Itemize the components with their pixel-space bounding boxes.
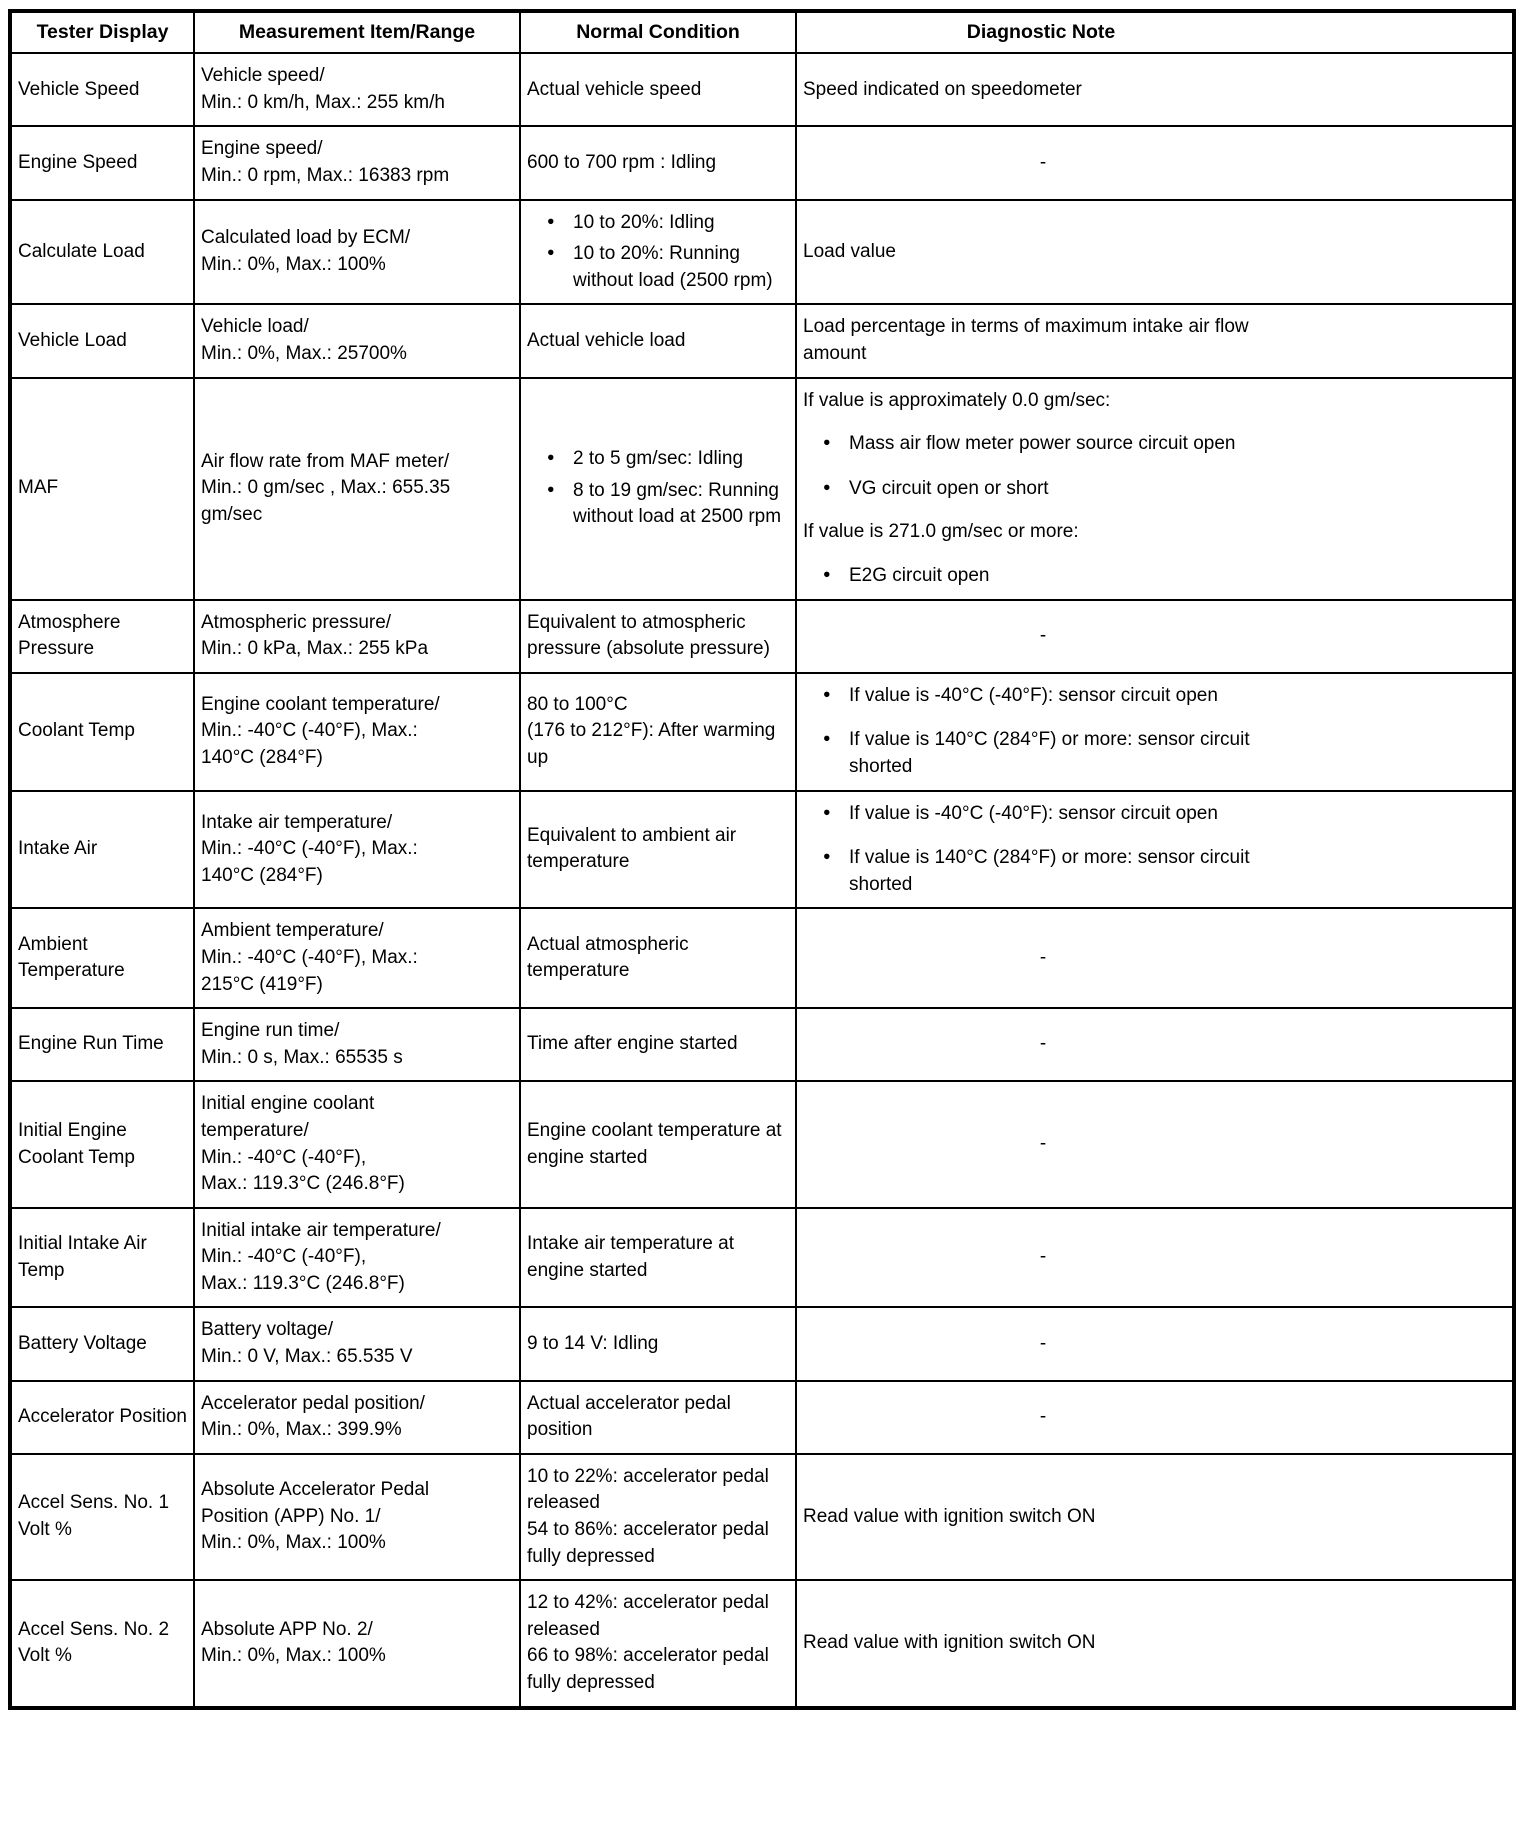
table-body <box>10 53 1514 1707</box>
text-line: Engine Run Time <box>18 1033 164 1055</box>
text-line: 215°C (419°F) <box>201 973 323 995</box>
table-row <box>10 126 1514 199</box>
cell-diagnostic-note <box>796 304 1514 377</box>
cell-measurement-item-range <box>194 126 520 199</box>
cell-measurement-item-range <box>194 304 520 377</box>
bullet-icon: ● <box>823 435 831 450</box>
text-line: Vehicle Load <box>18 329 127 351</box>
bullet-text: If value is 140°C (284°F) or more: sensor circuit shorted <box>849 847 1250 895</box>
text-line: Min.: 0%, Max.: 25700% <box>201 343 407 365</box>
bullet-list <box>803 563 1506 590</box>
bullet-list <box>803 683 1506 781</box>
text-line: 12 to 42%: accelerator pedal released <box>527 1592 769 1640</box>
empty-note-dash: - <box>1039 1246 1047 1268</box>
text-line: Engine coolant temperature at engine started <box>527 1119 782 1168</box>
text-line: Min.: 0 rpm, Max.: 16383 rpm <box>201 165 450 187</box>
empty-note-dash: - <box>1039 151 1047 173</box>
text-line: Min.: 0 V, Max.: 65.535 V <box>201 1346 413 1368</box>
cell-normal-condition <box>520 1580 796 1707</box>
text-line: Max.: 119.3°C (246.8°F) <box>201 1173 405 1195</box>
text-line: Accelerator pedal position/ <box>201 1392 425 1414</box>
text-block <box>18 150 187 177</box>
text-block <box>527 1118 789 1171</box>
bullet-icon: ● <box>547 450 555 465</box>
text-line: Min.: 0%, Max.: 100% <box>201 1532 386 1554</box>
text-block <box>201 1317 513 1370</box>
cell-measurement-item-range <box>194 1580 520 1707</box>
text-line: Min.: -40°C (-40°F), Max.: <box>201 946 418 968</box>
bullet-text: If value is 140°C (284°F) or more: sensor circuit shorted <box>849 729 1250 777</box>
text-line: Equivalent to ambient air temperature <box>527 824 737 873</box>
text-line: Vehicle load/ <box>201 316 309 338</box>
text-line: Min.: 0%, Max.: 399.9% <box>201 1419 402 1441</box>
text-line: Absolute APP No. 2/ <box>201 1618 373 1640</box>
text-line: (176 to 212°F): After warming up <box>527 720 776 768</box>
text-block <box>527 823 789 876</box>
text-line: Engine run time/ <box>201 1020 340 1042</box>
cell-tester-display <box>10 791 194 909</box>
text-block <box>201 610 513 663</box>
text-line: 10 to 22%: accelerator pedal released <box>527 1465 769 1514</box>
cell-tester-display <box>10 1008 194 1081</box>
table-row <box>10 378 1514 600</box>
text-block <box>201 810 513 890</box>
cell-normal-condition <box>520 600 796 673</box>
text-block <box>527 1231 789 1284</box>
cell-tester-display <box>10 600 194 673</box>
bullet-item <box>803 563 1303 590</box>
cell-tester-display <box>10 1454 194 1580</box>
bullet-list <box>803 801 1506 899</box>
text-block <box>803 1504 1506 1531</box>
text-line: 600 to 700 rpm : Idling <box>527 151 717 173</box>
text-line: Intake air temperature at engine started <box>527 1233 734 1281</box>
text-block <box>803 1630 1506 1657</box>
bullet-text: If value is -40°C (-40°F): sensor circuit open <box>849 684 1218 706</box>
text-line: Engine Speed <box>18 151 138 173</box>
table-row <box>10 673 1514 791</box>
bullet-icon: ● <box>823 479 831 494</box>
text-line: Battery Voltage <box>18 1332 147 1354</box>
cell-measurement-item-range <box>194 1081 520 1207</box>
cell-measurement-item-range <box>194 1454 520 1580</box>
table-row <box>10 53 1514 126</box>
empty-note-dash: - <box>1039 1033 1047 1055</box>
text-line: Calculated load by ECM/ <box>201 227 411 249</box>
text-line: If value is 271.0 gm/sec or more: <box>803 521 1079 543</box>
cell-tester-display <box>10 1208 194 1308</box>
bullet-text: 8 to 19 gm/sec: Running without load at 2500 rpm <box>573 479 782 528</box>
header-measurement-item-range: Measurement Item/Range <box>194 11 520 53</box>
text-line: Calculate Load <box>18 240 145 262</box>
text-line: Actual accelerator pedal position <box>527 1392 731 1441</box>
cell-tester-display <box>10 53 194 126</box>
text-line: 140°C (284°F) <box>201 746 323 768</box>
table-row <box>10 908 1514 1008</box>
text-line: Max.: 119.3°C (246.8°F) <box>201 1272 405 1294</box>
text-line: Absolute Accelerator Pedal <box>201 1479 430 1501</box>
text-line: Initial engine coolant <box>201 1093 375 1115</box>
bullet-text: 10 to 20%: Idling <box>573 211 715 233</box>
text-block <box>527 77 789 104</box>
text-line: Initial Intake Air Temp <box>18 1233 147 1281</box>
text-line: Vehicle speed/ <box>201 65 325 87</box>
text-block <box>527 1031 789 1058</box>
text-line: Min.: 0%, Max.: 100% <box>201 254 386 276</box>
cell-tester-display <box>10 126 194 199</box>
text-block <box>18 718 187 745</box>
table-row <box>10 600 1514 673</box>
cell-tester-display <box>10 908 194 1008</box>
table-row <box>10 1208 1514 1308</box>
bullet-text: If value is -40°C (-40°F): sensor circuit open <box>849 802 1218 824</box>
table-row <box>10 200 1514 305</box>
cell-diagnostic-note <box>796 1381 1514 1454</box>
text-line: Min.: 0 s, Max.: 65535 s <box>201 1046 403 1068</box>
text-line: 80 to 100°C <box>527 693 628 715</box>
text-block <box>527 328 789 355</box>
bullet-item <box>803 801 1303 828</box>
text-block <box>18 1490 187 1543</box>
text-line: Read value with ignition switch ON <box>803 1632 1096 1654</box>
cell-tester-display <box>10 1081 194 1207</box>
text-line: 140°C (284°F) <box>201 864 323 886</box>
text-line: Air flow rate from MAF meter/ <box>201 450 450 472</box>
text-block <box>201 449 513 529</box>
text-block <box>527 1590 789 1696</box>
bullet-icon: ● <box>823 849 831 864</box>
cell-diagnostic-note <box>796 791 1514 909</box>
text-line: If value is approximately 0.0 gm/sec: <box>803 389 1111 411</box>
bullet-text: E2G circuit open <box>849 565 990 587</box>
bullet-item <box>803 845 1303 898</box>
bullet-icon: ● <box>823 804 831 819</box>
text-block <box>18 610 187 663</box>
cell-measurement-item-range <box>194 600 520 673</box>
cell-normal-condition <box>520 1381 796 1454</box>
text-block <box>527 932 789 985</box>
cell-normal-condition <box>520 1008 796 1081</box>
empty-note-dash: - <box>1039 1405 1047 1427</box>
text-line: Atmospheric pressure/ <box>201 611 392 633</box>
text-block <box>18 1617 187 1670</box>
cell-normal-condition <box>520 1081 796 1207</box>
text-block <box>803 388 1506 415</box>
bullet-icon: ● <box>823 567 831 582</box>
cell-diagnostic-note <box>796 1454 1514 1580</box>
text-block <box>201 1477 513 1557</box>
text-block <box>201 63 513 116</box>
bullet-item <box>527 241 789 294</box>
cell-diagnostic-note <box>796 1008 1514 1081</box>
cell-normal-condition <box>520 1307 796 1380</box>
cell-tester-display <box>10 1307 194 1380</box>
cell-measurement-item-range <box>194 53 520 126</box>
table-row <box>10 1580 1514 1707</box>
bullet-icon: ● <box>547 481 555 496</box>
text-block <box>527 610 789 663</box>
table-row <box>10 791 1514 909</box>
text-block <box>18 328 187 355</box>
cell-normal-condition <box>520 1208 796 1308</box>
bullet-icon: ● <box>547 213 555 228</box>
header-normal-condition: Normal Condition <box>520 11 796 53</box>
table-row <box>10 1307 1514 1380</box>
empty-note-dash: - <box>1039 1332 1047 1354</box>
cell-tester-display <box>10 378 194 600</box>
bullet-item <box>527 478 789 531</box>
cell-measurement-item-range <box>194 1307 520 1380</box>
cell-normal-condition <box>520 1454 796 1580</box>
table-row <box>10 1454 1514 1580</box>
bullet-icon: ● <box>547 245 555 260</box>
text-line: Min.: -40°C (-40°F), Max.: <box>201 720 418 742</box>
text-line: Accel Sens. No. 1 Volt % <box>18 1492 170 1541</box>
table-row <box>10 304 1514 377</box>
cell-normal-condition <box>520 908 796 1008</box>
text-line: Battery voltage/ <box>201 1319 334 1341</box>
text-block <box>18 1404 187 1431</box>
bullet-item <box>527 210 789 237</box>
text-block <box>527 1391 789 1444</box>
cell-measurement-item-range <box>194 908 520 1008</box>
bullet-item <box>803 727 1303 780</box>
cell-diagnostic-note <box>796 200 1514 305</box>
text-block <box>18 475 187 502</box>
text-line: 9 to 14 V: Idling <box>527 1332 659 1354</box>
text-block <box>201 1218 513 1298</box>
text-line: 54 to 86%: accelerator pedal fully depressed <box>527 1519 769 1567</box>
text-line: Coolant Temp <box>18 720 135 742</box>
cell-measurement-item-range <box>194 1008 520 1081</box>
text-line: Intake Air <box>18 838 98 860</box>
text-line: MAF <box>18 477 59 499</box>
cell-diagnostic-note <box>796 126 1514 199</box>
bullet-icon: ● <box>823 686 831 701</box>
text-block <box>527 1331 789 1358</box>
cell-diagnostic-note <box>796 1208 1514 1308</box>
text-block <box>803 239 1506 266</box>
cell-tester-display <box>10 1580 194 1707</box>
cell-tester-display <box>10 200 194 305</box>
text-block <box>201 692 513 772</box>
text-block <box>201 314 513 367</box>
text-line: Min.: -40°C (-40°F), <box>201 1146 367 1168</box>
text-line: Position (APP) No. 1/ <box>201 1505 381 1527</box>
bullet-list <box>527 210 789 295</box>
text-line: Vehicle Speed <box>18 78 140 100</box>
empty-note-dash: - <box>1039 624 1047 646</box>
text-line: Accel Sens. No. 2 Volt % <box>18 1618 170 1667</box>
text-block <box>201 225 513 278</box>
bullet-list <box>803 431 1506 502</box>
header-tester-display: Tester Display <box>10 11 194 53</box>
text-line: Min.: 0%, Max.: 100% <box>201 1645 386 1667</box>
text-block <box>201 1391 513 1444</box>
bullet-item <box>803 683 1303 710</box>
text-line: 66 to 98%: accelerator pedal fully depressed <box>527 1645 769 1694</box>
text-line: Ambient temperature/ <box>201 920 384 942</box>
cell-measurement-item-range <box>194 1208 520 1308</box>
text-block <box>527 692 789 772</box>
text-line: Accelerator Position <box>18 1405 187 1427</box>
text-line: Read value with ignition switch ON <box>803 1505 1096 1527</box>
text-block <box>527 1464 789 1570</box>
text-line: Engine coolant temperature/ <box>201 693 440 715</box>
text-line: Min.: 0 km/h, Max.: 255 km/h <box>201 91 445 113</box>
text-line: Atmosphere Pressure <box>18 611 121 660</box>
text-line: Load value <box>803 240 896 262</box>
cell-diagnostic-note <box>796 1081 1514 1207</box>
cell-normal-condition <box>520 126 796 199</box>
text-block <box>18 836 187 863</box>
cell-measurement-item-range <box>194 200 520 305</box>
text-block <box>18 932 187 985</box>
text-line: Initial intake air temperature/ <box>201 1219 441 1241</box>
table-row <box>10 1381 1514 1454</box>
text-block <box>527 150 789 177</box>
cell-measurement-item-range <box>194 791 520 909</box>
cell-diagnostic-note <box>796 908 1514 1008</box>
cell-normal-condition <box>520 791 796 909</box>
bullet-item <box>803 476 1303 503</box>
cell-diagnostic-note <box>796 1580 1514 1707</box>
cell-diagnostic-note <box>796 600 1514 673</box>
text-line: Equivalent to atmospheric pressure (absolute pressure) <box>527 611 770 660</box>
text-block <box>18 1231 187 1284</box>
text-line: Actual vehicle speed <box>527 78 702 100</box>
cell-normal-condition <box>520 200 796 305</box>
bullet-text: VG circuit open or short <box>849 477 1049 499</box>
table-header-row <box>10 11 1514 53</box>
cell-normal-condition <box>520 53 796 126</box>
table-row <box>10 1081 1514 1207</box>
bullet-icon: ● <box>823 731 831 746</box>
text-block <box>201 1091 513 1197</box>
cell-measurement-item-range <box>194 1381 520 1454</box>
cell-tester-display <box>10 1381 194 1454</box>
text-line: Load percentage in terms of maximum intake air flow amount <box>803 316 1249 365</box>
text-block <box>18 1331 187 1358</box>
text-line: Min.: -40°C (-40°F), <box>201 1246 367 1268</box>
cell-diagnostic-note <box>796 1307 1514 1380</box>
text-line: Ambient Temperature <box>18 933 125 982</box>
cell-tester-display <box>10 304 194 377</box>
bullet-item <box>803 431 1303 458</box>
text-line: Speed indicated on speedometer <box>803 78 1082 100</box>
diagnostic-data-table <box>8 9 1516 1710</box>
cell-diagnostic-note <box>796 53 1514 126</box>
header-diagnostic-note <box>796 11 1514 53</box>
text-block <box>201 136 513 189</box>
text-line: Engine speed/ <box>201 138 323 160</box>
header-diagnostic-note-label: Diagnostic Note <box>966 21 1116 43</box>
bullet-item <box>527 446 789 473</box>
text-block <box>803 519 1506 546</box>
bullet-list <box>527 446 789 531</box>
text-block <box>803 77 1506 104</box>
cell-normal-condition <box>520 304 796 377</box>
text-block <box>201 1617 513 1670</box>
bullet-text: 2 to 5 gm/sec: Idling <box>573 448 744 470</box>
empty-note-dash: - <box>1039 1133 1047 1155</box>
cell-diagnostic-note <box>796 673 1514 791</box>
text-block <box>201 918 513 998</box>
text-line: Min.: 0 gm/sec , Max.: 655.35 gm/sec <box>201 477 451 525</box>
text-line: Time after engine started <box>527 1033 738 1055</box>
text-line: Intake air temperature/ <box>201 811 393 833</box>
text-line: temperature/ <box>201 1119 309 1141</box>
bullet-text: Mass air flow meter power source circuit open <box>849 433 1236 455</box>
text-line: Min.: 0 kPa, Max.: 255 kPa <box>201 638 429 660</box>
text-line: Actual atmospheric temperature <box>527 933 689 982</box>
cell-measurement-item-range <box>194 673 520 791</box>
empty-note-dash: - <box>1039 946 1047 968</box>
table-row <box>10 1008 1514 1081</box>
bullet-text: 10 to 20%: Running without load (2500 rpm) <box>573 243 773 291</box>
cell-measurement-item-range <box>194 378 520 600</box>
text-block <box>803 314 1506 367</box>
cell-diagnostic-note <box>796 378 1514 600</box>
cell-normal-condition <box>520 673 796 791</box>
text-block <box>18 1031 187 1058</box>
text-line: Actual vehicle load <box>527 329 686 351</box>
cell-tester-display <box>10 673 194 791</box>
text-line: Initial Engine Coolant Temp <box>18 1119 135 1168</box>
text-block <box>18 239 187 266</box>
text-block <box>18 1118 187 1171</box>
cell-normal-condition <box>520 378 796 600</box>
text-block <box>201 1018 513 1071</box>
text-block <box>18 77 187 104</box>
text-line: Min.: -40°C (-40°F), Max.: <box>201 838 418 860</box>
